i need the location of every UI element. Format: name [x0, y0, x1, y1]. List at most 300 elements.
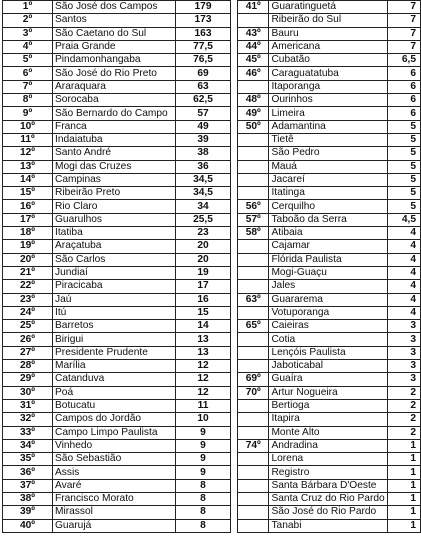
score-cell: 1	[387, 479, 420, 492]
ranking-table-right	[237, 0, 421, 533]
rank-cell: 7º	[3, 80, 53, 93]
rank-cell: 11º	[3, 133, 53, 146]
score-cell: 6,5	[387, 54, 420, 67]
city-cell: São Caetano do Sul	[53, 27, 176, 40]
city-cell: Limeira	[269, 107, 387, 120]
table-row	[238, 333, 421, 346]
score-cell: 3	[387, 320, 420, 333]
city-cell: Jaboticabal	[269, 360, 387, 373]
score-cell: 7	[387, 27, 420, 40]
table-row	[3, 147, 231, 160]
score-cell: 5	[387, 160, 420, 173]
city-cell: Flórida Paulista	[269, 253, 387, 266]
table-row	[3, 306, 231, 319]
rank-cell: 28º	[3, 360, 53, 373]
score-cell: 173	[176, 14, 231, 27]
rank-cell	[238, 160, 269, 173]
city-cell: Atibaia	[269, 227, 387, 240]
score-cell: 179	[176, 1, 231, 14]
rank-cell: 20º	[3, 253, 53, 266]
rank-cell: 12º	[3, 147, 53, 160]
rank-cell: 41º	[238, 1, 269, 14]
city-cell: Cubatão	[269, 54, 387, 67]
score-cell: 6	[387, 94, 420, 107]
score-cell: 4	[387, 253, 420, 266]
score-cell: 77,5	[176, 40, 231, 53]
rank-cell	[238, 187, 269, 200]
table-row	[3, 187, 231, 200]
city-cell: Araçatuba	[53, 240, 176, 253]
rank-cell	[238, 413, 269, 426]
rank-cell: 40º	[3, 519, 53, 532]
table-row	[3, 1, 231, 14]
table-row	[3, 280, 231, 293]
city-cell: Tietê	[269, 133, 387, 146]
table-row	[238, 280, 421, 293]
score-cell: 7	[387, 14, 420, 27]
score-cell: 34,5	[176, 187, 231, 200]
rank-cell: 30º	[3, 386, 53, 399]
city-cell: Artur Nogueira	[269, 386, 387, 399]
table-row	[238, 240, 421, 253]
city-cell: São Bernardo do Campo	[53, 107, 176, 120]
city-cell: Poá	[53, 386, 176, 399]
table-row	[3, 333, 231, 346]
table-row	[3, 200, 231, 213]
score-cell: 2	[387, 386, 420, 399]
score-cell: 2	[387, 426, 420, 439]
city-cell: Pindamonhangaba	[53, 54, 176, 67]
rank-cell	[238, 240, 269, 253]
city-cell: São Pedro	[269, 147, 387, 160]
score-cell: 9	[176, 453, 231, 466]
score-cell: 3	[387, 333, 420, 346]
city-cell: São Sebastião	[53, 453, 176, 466]
city-cell: São José dos Campos	[53, 1, 176, 14]
rank-cell	[238, 426, 269, 439]
city-cell: Jales	[269, 280, 387, 293]
score-cell: 8	[176, 479, 231, 492]
table-row	[238, 133, 421, 146]
city-cell: Ribeirão do Sul	[269, 14, 387, 27]
rank-cell	[238, 280, 269, 293]
score-cell: 10	[176, 413, 231, 426]
score-cell: 1	[387, 519, 420, 532]
score-cell: 5	[387, 120, 420, 133]
city-cell: Registro	[269, 466, 387, 479]
score-cell: 8	[176, 506, 231, 519]
rank-cell: 56º	[238, 200, 269, 213]
table-row	[238, 413, 421, 426]
rank-cell	[238, 253, 269, 266]
table-row	[3, 466, 231, 479]
score-cell: 34,5	[176, 173, 231, 186]
rank-cell	[238, 492, 269, 505]
city-cell: Franca	[53, 120, 176, 133]
city-cell: Barretos	[53, 320, 176, 333]
city-cell: Rio Claro	[53, 200, 176, 213]
rank-cell	[238, 173, 269, 186]
city-cell: Ribeirão Preto	[53, 187, 176, 200]
city-cell: Tanabi	[269, 519, 387, 532]
city-cell: Guarujá	[53, 519, 176, 532]
rank-cell	[238, 346, 269, 359]
score-cell: 5	[387, 187, 420, 200]
table-row	[238, 479, 421, 492]
rank-cell: 10º	[3, 120, 53, 133]
score-cell: 2	[387, 413, 420, 426]
table-row	[3, 80, 231, 93]
city-cell: Andradina	[269, 439, 387, 452]
table-row	[3, 426, 231, 439]
rank-cell: 18º	[3, 227, 53, 240]
city-cell: Mogi-Guaçu	[269, 266, 387, 279]
rank-cell: 57º	[238, 213, 269, 226]
table-row	[238, 439, 421, 452]
rank-cell: 34º	[3, 439, 53, 452]
table-row	[238, 306, 421, 319]
city-cell: Ourinhos	[269, 94, 387, 107]
score-cell: 5	[387, 133, 420, 146]
table-row	[3, 253, 231, 266]
table-row	[238, 27, 421, 40]
rank-cell	[238, 333, 269, 346]
score-cell: 1	[387, 492, 420, 505]
table-row	[238, 107, 421, 120]
score-cell: 4	[387, 266, 420, 279]
table-row	[3, 320, 231, 333]
score-cell: 49	[176, 120, 231, 133]
rank-cell: 5º	[3, 54, 53, 67]
table-row	[3, 413, 231, 426]
score-cell: 163	[176, 27, 231, 40]
score-cell: 5	[387, 200, 420, 213]
table-row	[238, 519, 421, 532]
score-cell: 7	[387, 1, 420, 14]
city-cell: Campo Limpo Paulista	[53, 426, 176, 439]
city-cell: Vinhedo	[53, 439, 176, 452]
rank-cell: 29º	[3, 373, 53, 386]
rank-cell: 15º	[3, 187, 53, 200]
score-cell: 16	[176, 293, 231, 306]
rank-cell: 48º	[238, 94, 269, 107]
city-cell: Santo André	[53, 147, 176, 160]
table-row	[3, 519, 231, 532]
score-cell: 25,5	[176, 213, 231, 226]
table-row	[238, 1, 421, 14]
table-row	[3, 173, 231, 186]
city-cell: Cerquilho	[269, 200, 387, 213]
table-row	[238, 466, 421, 479]
score-cell: 76,5	[176, 54, 231, 67]
score-cell: 13	[176, 333, 231, 346]
score-cell: 11	[176, 399, 231, 412]
rank-cell: 24º	[3, 306, 53, 319]
city-cell: Mogi das Cruzes	[53, 160, 176, 173]
city-cell: Caraguatatuba	[269, 67, 387, 80]
score-cell: 12	[176, 360, 231, 373]
score-cell: 23	[176, 227, 231, 240]
city-cell: Francisco Morato	[53, 492, 176, 505]
table-row	[238, 227, 421, 240]
rank-cell: 22º	[3, 280, 53, 293]
table-row	[238, 147, 421, 160]
rank-cell: 2º	[3, 14, 53, 27]
score-cell: 9	[176, 426, 231, 439]
table-row	[238, 399, 421, 412]
table-row	[3, 479, 231, 492]
table-row	[3, 133, 231, 146]
table-row	[3, 360, 231, 373]
city-cell: Bauru	[269, 27, 387, 40]
table-row	[3, 506, 231, 519]
city-cell: Campos do Jordão	[53, 413, 176, 426]
city-cell: Santos	[53, 14, 176, 27]
table-row	[3, 266, 231, 279]
rank-cell: 63º	[238, 293, 269, 306]
city-cell: Guaíra	[269, 373, 387, 386]
score-cell: 3	[387, 373, 420, 386]
rank-cell	[238, 479, 269, 492]
city-cell: Campinas	[53, 173, 176, 186]
rank-cell: 27º	[3, 346, 53, 359]
rank-cell: 25º	[3, 320, 53, 333]
score-cell: 36	[176, 160, 231, 173]
score-cell: 4,5	[387, 213, 420, 226]
table-row	[3, 240, 231, 253]
city-cell: Mirassol	[53, 506, 176, 519]
city-cell: Guaratinguetá	[269, 1, 387, 14]
score-cell: 62,5	[176, 94, 231, 107]
rank-cell: 31º	[3, 399, 53, 412]
score-cell: 57	[176, 107, 231, 120]
rank-cell: 14º	[3, 173, 53, 186]
score-cell: 4	[387, 306, 420, 319]
city-cell: Sorocaba	[53, 94, 176, 107]
rank-cell	[238, 133, 269, 146]
table-row	[238, 293, 421, 306]
score-cell: 39	[176, 133, 231, 146]
rank-cell: 69º	[238, 373, 269, 386]
city-cell: Adamantina	[269, 120, 387, 133]
rank-cell: 26º	[3, 333, 53, 346]
table-row	[238, 320, 421, 333]
score-cell: 3	[387, 346, 420, 359]
city-cell: Catanduva	[53, 373, 176, 386]
table-row	[238, 253, 421, 266]
city-cell: Marília	[53, 360, 176, 373]
table-row	[3, 373, 231, 386]
table-row	[238, 213, 421, 226]
rank-cell: 43º	[238, 27, 269, 40]
table-row	[238, 266, 421, 279]
table-row	[3, 453, 231, 466]
rank-cell: 74º	[238, 439, 269, 452]
rank-cell: 9º	[3, 107, 53, 120]
table-row	[238, 506, 421, 519]
rank-cell	[238, 14, 269, 27]
score-cell: 9	[176, 439, 231, 452]
rank-cell: 23º	[3, 293, 53, 306]
city-cell: Monte Alto	[269, 426, 387, 439]
table-row	[3, 399, 231, 412]
rank-cell: 16º	[3, 200, 53, 213]
table-row	[3, 27, 231, 40]
rank-cell	[238, 80, 269, 93]
table-row	[238, 67, 421, 80]
ranking-table-right-body	[238, 1, 421, 533]
city-cell: Lençóis Paulista	[269, 346, 387, 359]
city-cell: Guararema	[269, 293, 387, 306]
city-cell: São José do Rio Preto	[53, 67, 176, 80]
rank-cell: 39º	[3, 506, 53, 519]
score-cell: 2	[387, 399, 420, 412]
city-cell: Cotia	[269, 333, 387, 346]
city-cell: Votuporanga	[269, 306, 387, 319]
table-row	[3, 67, 231, 80]
rank-cell: 45º	[238, 54, 269, 67]
rank-cell: 58º	[238, 227, 269, 240]
table-row	[238, 426, 421, 439]
city-cell: Guarulhos	[53, 213, 176, 226]
table-row	[3, 439, 231, 452]
table-row	[238, 14, 421, 27]
city-cell: Cajamar	[269, 240, 387, 253]
rank-cell: 36º	[3, 466, 53, 479]
city-cell: Araraquara	[53, 80, 176, 93]
city-cell: Itaporanga	[269, 80, 387, 93]
score-cell: 6	[387, 67, 420, 80]
score-cell: 5	[387, 147, 420, 160]
score-cell: 8	[176, 492, 231, 505]
rank-cell: 3º	[3, 27, 53, 40]
rank-cell: 1º	[3, 1, 53, 14]
rank-cell: 21º	[3, 266, 53, 279]
table-row	[3, 54, 231, 67]
city-cell: Avaré	[53, 479, 176, 492]
city-cell: Jundiaí	[53, 266, 176, 279]
rank-cell	[238, 360, 269, 373]
city-cell: Indaiatuba	[53, 133, 176, 146]
table-row	[3, 160, 231, 173]
rank-cell	[238, 519, 269, 532]
rank-cell: 46º	[238, 67, 269, 80]
score-cell: 7	[387, 40, 420, 53]
city-cell: Lorena	[269, 453, 387, 466]
table-row	[3, 492, 231, 505]
ranking-table-left	[2, 0, 231, 533]
city-cell: Caieiras	[269, 320, 387, 333]
rank-cell: 38º	[3, 492, 53, 505]
score-cell: 34	[176, 200, 231, 213]
score-cell: 4	[387, 293, 420, 306]
table-row	[3, 40, 231, 53]
score-cell: 6	[387, 80, 420, 93]
score-cell: 6	[387, 107, 420, 120]
rank-cell: 44º	[238, 40, 269, 53]
score-cell: 20	[176, 253, 231, 266]
city-cell: Assis	[53, 466, 176, 479]
table-row	[238, 94, 421, 107]
rank-cell: 19º	[3, 240, 53, 253]
score-cell: 8	[176, 519, 231, 532]
city-cell: Americana	[269, 40, 387, 53]
rank-cell	[238, 266, 269, 279]
table-row	[238, 346, 421, 359]
table-row	[238, 200, 421, 213]
score-cell: 1	[387, 439, 420, 452]
rank-cell	[238, 466, 269, 479]
city-cell: Taboão da Serra	[269, 213, 387, 226]
rank-cell	[238, 306, 269, 319]
table-row	[3, 14, 231, 27]
city-cell: Praia Grande	[53, 40, 176, 53]
score-cell: 5	[387, 173, 420, 186]
table-row	[238, 160, 421, 173]
table-row	[238, 373, 421, 386]
ranking-table-left-body	[3, 1, 231, 533]
table-row	[238, 453, 421, 466]
table-row	[238, 492, 421, 505]
city-cell: Mauá	[269, 160, 387, 173]
rank-cell: 6º	[3, 67, 53, 80]
table-row	[238, 54, 421, 67]
score-cell: 4	[387, 227, 420, 240]
score-cell: 1	[387, 506, 420, 519]
score-cell: 63	[176, 80, 231, 93]
rank-cell: 50º	[238, 120, 269, 133]
rank-cell: 32º	[3, 413, 53, 426]
table-row	[238, 360, 421, 373]
score-cell: 3	[387, 360, 420, 373]
rank-cell	[238, 147, 269, 160]
score-cell: 4	[387, 240, 420, 253]
table-row	[3, 213, 231, 226]
city-cell: Birigui	[53, 333, 176, 346]
rank-cell: 65º	[238, 320, 269, 333]
city-cell: Itatinga	[269, 187, 387, 200]
table-row	[238, 386, 421, 399]
rank-cell: 35º	[3, 453, 53, 466]
table-row	[3, 107, 231, 120]
city-cell: Botucatu	[53, 399, 176, 412]
rank-cell	[238, 399, 269, 412]
score-cell: 69	[176, 67, 231, 80]
score-cell: 12	[176, 386, 231, 399]
rank-cell	[238, 453, 269, 466]
rank-cell: 37º	[3, 479, 53, 492]
rank-cell: 13º	[3, 160, 53, 173]
score-cell: 14	[176, 320, 231, 333]
rank-cell	[238, 506, 269, 519]
score-cell: 9	[176, 466, 231, 479]
score-cell: 15	[176, 306, 231, 319]
rank-cell: 4º	[3, 40, 53, 53]
rank-cell: 33º	[3, 426, 53, 439]
city-cell: Presidente Prudente	[53, 346, 176, 359]
city-cell: Piracicaba	[53, 280, 176, 293]
table-row	[3, 120, 231, 133]
score-cell: 13	[176, 346, 231, 359]
city-cell: Itatiba	[53, 227, 176, 240]
table-row	[238, 187, 421, 200]
city-cell: São José do Rio Pardo	[269, 506, 387, 519]
rank-cell: 8º	[3, 94, 53, 107]
city-cell: Bertioga	[269, 399, 387, 412]
city-cell: Jaú	[53, 293, 176, 306]
city-cell: Itú	[53, 306, 176, 319]
city-cell: Santa Cruz do Rio Pardo	[269, 492, 387, 505]
